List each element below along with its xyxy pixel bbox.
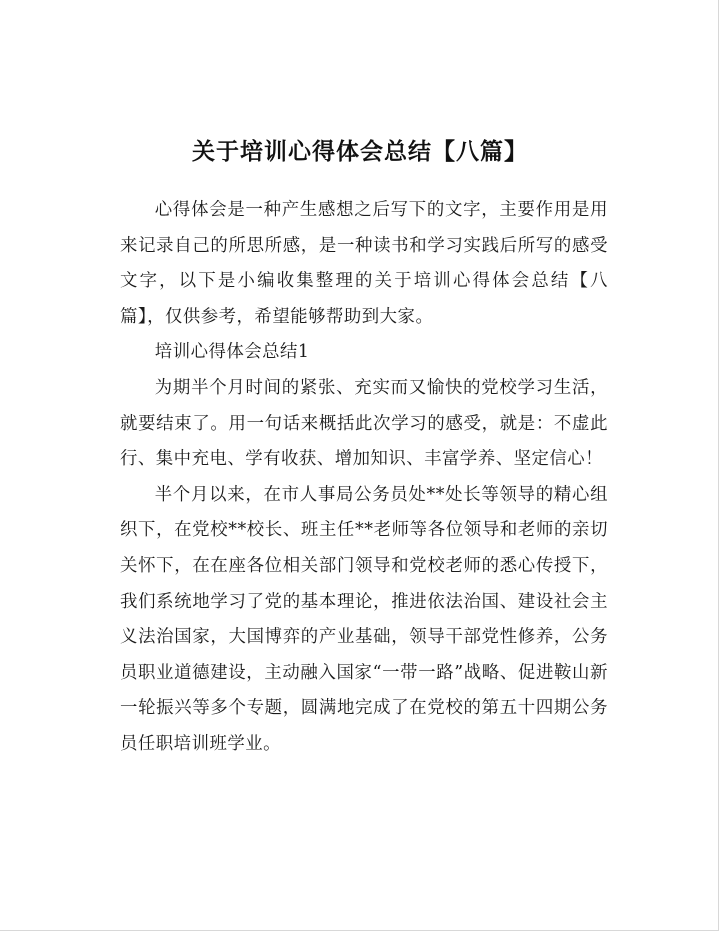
document-body	[120, 193, 608, 763]
document-title: 关于培训心得体会总结【八篇】	[192, 139, 528, 166]
intro-paragraph: 心得体会是一种产生感想之后写下的文字，主要作用是用来记录自己的所思所感，是一种读书和学习实践后所写的感受文字，以下是小编收集整理的关于培训心得体会总结【八篇】，仅供参考，希望能够帮助到大家。	[120, 200, 608, 327]
body-paragraph: 半个月以来，在市人事局公务员处**处长等领导的精心组织下，在党校**校长、班主任**老师等各位领导和老师的亲切关怀下，在在座各位相关部门领导和党校老师的悉心传授下，我们系统地学习了党的基本理论，推进依法治国、建设社会主义法治国家，大国博弈的产业基础，领导干部党性修养，公务员职业道德建设，主动融入国家“一带一路”战略、促进鞍山新一轮振兴等多个专题，圆满地完成了在党校的第五十四期公务员任职培训班学业。	[120, 484, 608, 754]
body-paragraph: 为期半个月时间的紧张、充实而又愉快的党校学习生活，就要结束了。用一句话来概括此次学习的感受，就是：不虚此行、集中充电、学有收获、增加知识、丰富学养、坚定信心！	[120, 377, 608, 470]
section-heading: 培训心得体会总结1	[154, 342, 310, 363]
